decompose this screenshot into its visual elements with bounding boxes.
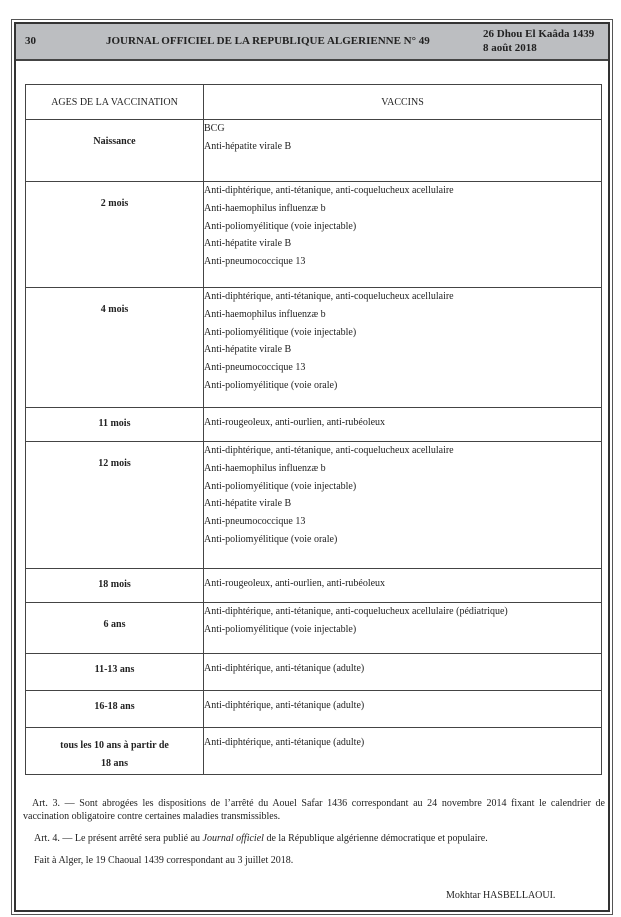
done-at-statement: Fait à Alger, le 19 Chaoual 1439 correspondant au 3 juillet 2018. — [34, 855, 294, 866]
vaccine-item: Anti-poliomyélitique (voie injectable) — [204, 326, 357, 338]
age-cell — [26, 288, 204, 408]
vaccine-item: Anti-diphtérique, anti-tétanique, anti-coquelucheux acellulaire (pédiatrique) — [204, 606, 508, 617]
age-label: 12 mois — [98, 458, 131, 469]
age-cell — [26, 120, 204, 182]
vaccine-item: Anti-poliomyélitique (voie injectable) — [204, 220, 357, 232]
vaccine-item: Anti-diphtérique, anti-tétanique (adulte) — [204, 663, 365, 674]
vaccine-item: BCG — [204, 123, 225, 134]
vaccine-item: Anti-pneumococcique 13 — [204, 362, 306, 374]
table-row — [26, 408, 602, 442]
vaccines-cell — [204, 182, 602, 288]
article-4-journal-name: Journal officiel — [202, 833, 264, 844]
age-label: 4 mois — [100, 304, 129, 315]
vaccine-item: Anti-diphtérique, anti-tétanique, anti-coquelucheux acellulaire — [204, 445, 454, 456]
age-label: 6 ans — [103, 619, 126, 630]
vaccines-cell — [204, 288, 602, 408]
vaccines-cell — [204, 691, 602, 728]
age-label: 16-18 ans — [94, 701, 135, 712]
vaccines-cell — [204, 603, 602, 654]
vaccines-cell — [204, 569, 602, 603]
article-4-text-end: de la République algérienne démocratique et populaire. — [263, 833, 488, 844]
vaccine-item: Anti-pneumococcique 13 — [204, 256, 306, 268]
age-cell — [26, 603, 204, 654]
age-label: 2 mois — [100, 198, 129, 209]
age-label: Naissance — [93, 136, 136, 147]
articles-section — [25, 797, 605, 867]
age-label: 11-13 ans — [94, 664, 135, 675]
vaccine-item: Anti-poliomyélitique (voie injectable) — [204, 623, 357, 635]
age-label: tous les 10 ans à partir de 18 ans — [60, 740, 169, 769]
table-row — [26, 691, 602, 728]
vaccines-cell — [204, 442, 602, 569]
article-4-text-start: Art. 4. — Le présent arrêté sera publié au — [34, 833, 203, 844]
table-row — [26, 182, 602, 288]
table-row — [26, 120, 602, 182]
date-hijri: 26 Dhou El Kaâda 1439 — [483, 28, 595, 40]
age-cell — [26, 442, 204, 569]
vaccine-item: Anti-rougeoleux, anti-ourlien, anti-rubéoleux — [204, 417, 386, 428]
journal-header — [16, 24, 608, 61]
vaccine-item: Anti-diphtérique, anti-tétanique (adulte) — [204, 700, 365, 711]
journal-title: JOURNAL OFFICIEL DE LA REPUBLIQUE ALGERIENNE N° 49 — [106, 35, 430, 47]
table-row — [26, 728, 602, 775]
table-row — [26, 442, 602, 569]
vaccine-item: Anti-hépatite virale B — [204, 238, 292, 250]
age-cell — [26, 569, 204, 603]
vaccines-cell — [204, 408, 602, 442]
signature: Mokhtar HASBELLAOUI. — [446, 890, 556, 901]
article-4 — [25, 832, 605, 845]
table-row — [26, 654, 602, 691]
column-header-vaccines: VACCINS — [204, 85, 602, 120]
vaccines-cell — [204, 654, 602, 691]
vaccine-item: Anti-rougeoleux, anti-ourlien, anti-rubéoleux — [204, 578, 386, 589]
vaccine-item: Anti-hépatite virale B — [204, 344, 292, 356]
vaccine-item: Anti-hépatite virale B — [204, 498, 292, 510]
vaccines-cell — [204, 728, 602, 775]
column-header-ages: AGES DE LA VACCINATION — [26, 85, 204, 120]
vaccine-item: Anti-haemophilus influenzæ b — [204, 308, 326, 320]
date-gregorian: 8 août 2018 — [483, 42, 537, 54]
table-row — [26, 569, 602, 603]
vaccine-item: Anti-diphtérique, anti-tétanique, anti-coquelucheux acellulaire — [204, 291, 454, 302]
age-cell — [26, 182, 204, 288]
age-cell — [26, 408, 204, 442]
vaccination-table — [25, 84, 602, 775]
age-cell — [26, 728, 204, 775]
vaccine-item: Anti-poliomyélitique (voie orale) — [204, 379, 338, 391]
age-cell — [26, 654, 204, 691]
article-3: Art. 3. — Sont abrogées les dispositions de l’arrêté du Aouel Safar 1436 correspondant au 24 novembre 2014 fixant le calendrier de vaccination obligatoire contre certaines maladies transmissibles. — [23, 798, 605, 822]
vaccines-cell — [204, 120, 602, 182]
age-label: 18 mois — [98, 579, 131, 590]
table-row — [26, 288, 602, 408]
vaccine-item: Anti-hépatite virale B — [204, 140, 292, 152]
page-number: 30 — [25, 35, 36, 47]
age-cell — [26, 691, 204, 728]
vaccine-item: Anti-pneumococcique 13 — [204, 516, 306, 528]
age-label: 11 mois — [98, 418, 131, 429]
vaccine-item: Anti-haemophilus influenzæ b — [204, 202, 326, 214]
vaccine-item: Anti-poliomyélitique (voie injectable) — [204, 480, 357, 492]
table-header-row — [26, 85, 602, 120]
vaccine-item: Anti-haemophilus influenzæ b — [204, 462, 326, 474]
vaccine-item: Anti-diphtérique, anti-tétanique (adulte) — [204, 737, 365, 748]
table-row — [26, 603, 602, 654]
vaccine-item: Anti-diphtérique, anti-tétanique, anti-coquelucheux acellulaire — [204, 185, 454, 196]
vaccine-item: Anti-poliomyélitique (voie orale) — [204, 533, 338, 545]
issue-date — [483, 27, 594, 55]
